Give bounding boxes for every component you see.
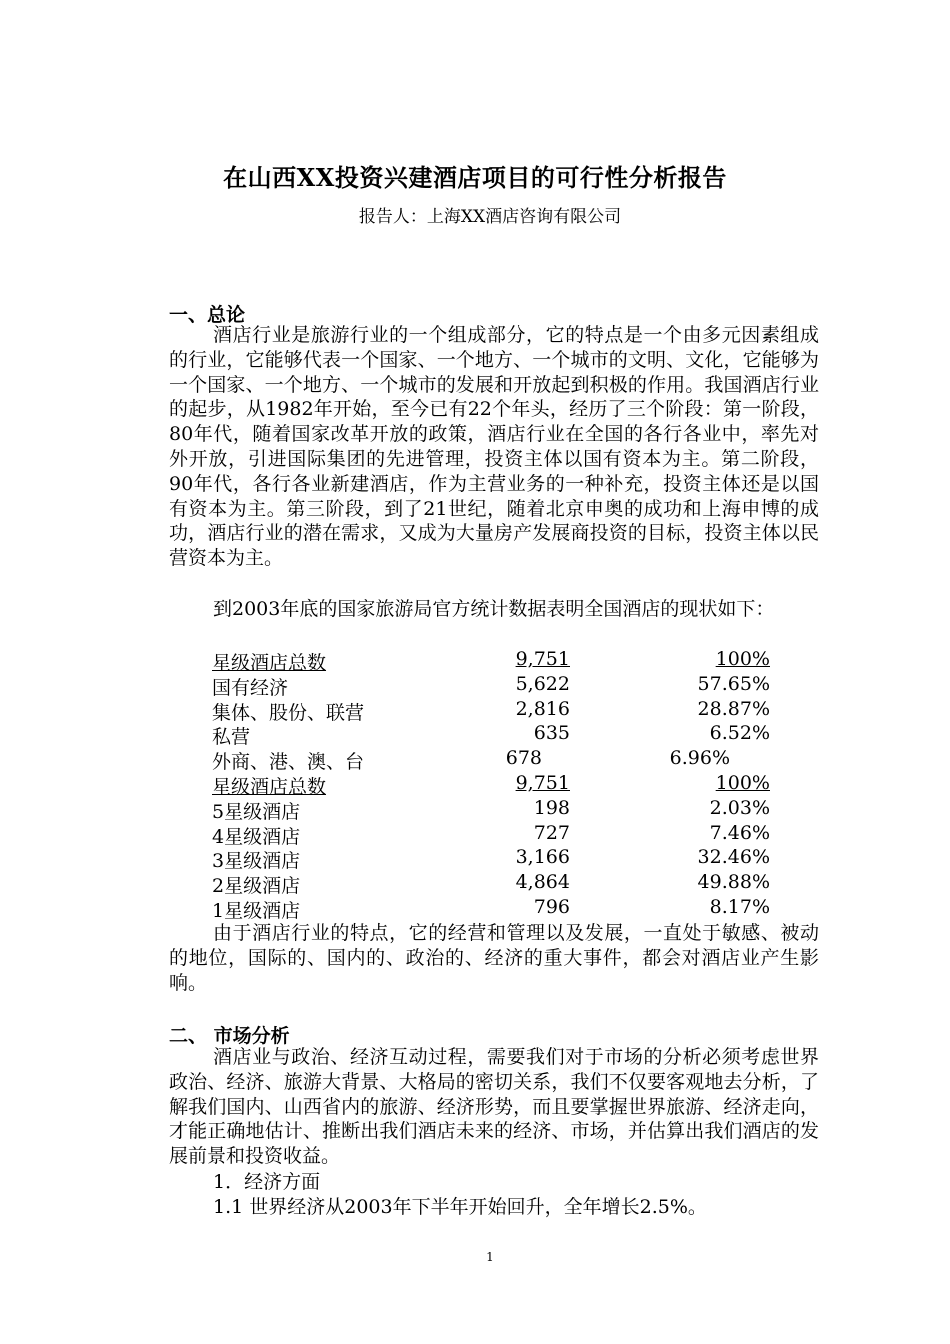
- section-heading-market-analysis: 二、 市场分析: [169, 1025, 290, 1047]
- subheading-economy: 1．经济方面: [213, 1171, 321, 1193]
- table-cell-count: 9,751: [515, 648, 570, 670]
- table-row: [212, 747, 792, 772]
- table-row: [212, 673, 792, 698]
- table-cell-label: 3星级酒店: [212, 850, 301, 873]
- statistics-intro-paragraph: 到2003年底的国家旅游局官方统计数据表明全国酒店的现状如下：: [213, 598, 775, 620]
- table-cell-count: 198: [533, 796, 570, 819]
- table-cell-percent: 49.88%: [697, 871, 770, 894]
- table-cell-label: 集体、股份、联营: [212, 701, 365, 724]
- table-cell-label: 1星级酒店: [212, 899, 301, 922]
- table-cell-count: 796: [533, 895, 570, 918]
- table-cell-label: 2星级酒店: [212, 875, 301, 898]
- table-cell-label: 4星级酒店: [212, 825, 301, 848]
- section-heading-overview: 一、总论: [169, 304, 246, 326]
- table-cell-count: 3,166: [515, 846, 570, 869]
- table-cell-count: 4,864: [515, 871, 570, 894]
- page-number: 1: [486, 1250, 494, 1264]
- table-row: [212, 772, 792, 797]
- table-cell-count: 9,751: [515, 771, 570, 794]
- table-cell-percent: 6.96%: [669, 747, 730, 770]
- table-row: [212, 871, 792, 896]
- table-cell-count: 2,816: [515, 697, 570, 720]
- table-cell-percent: 28.87%: [697, 697, 770, 720]
- table-row: [212, 822, 792, 847]
- hotel-statistics-table: [212, 648, 792, 921]
- page-title: 在山西XX投资兴建酒店项目的可行性分析报告: [223, 163, 727, 192]
- table-cell-label: 私营: [212, 726, 251, 749]
- table-cell-count: 727: [533, 821, 570, 844]
- table-cell-label: 5星级酒店: [212, 800, 301, 823]
- subheading-world-economy: 1.1 世界经济从2003年下半年开始回升，全年增长2.5%。: [213, 1196, 707, 1218]
- table-cell-percent: 32.46%: [697, 846, 770, 869]
- table-cell-percent: 6.52%: [709, 722, 770, 745]
- table-row: [212, 797, 792, 822]
- table-row: [212, 846, 792, 871]
- reporter-line: 报告人：上海XX酒店咨询有限公司: [358, 207, 622, 227]
- overview-paragraph: 酒店行业是旅游行业的一个组成部分，它的特点是一个由多元因素组成的行业，它能够代表一个国家、一个地方、一个城市的文明、文化，它能够为一个国家、一个地方、一个城市的发展和开放起到积极的作用。我国酒店行业的起步，从1982年开始，至今已有22个年头，经历了三个阶段：第一阶段，80年代，随着国家改革开放的政策，酒店行业在全国的各行各业中，率先对外开放，引进国际集团的先进管理，投资主体以国有资本为主。第二阶段，90年代，各行各业新建酒店，作为主营业务的一种补充，投资主体还是以国有资本为主。第三阶段，到了21世纪，随着北京申奥的成功和上海申博的成功，酒店行业的潜在需求，又成为大量房产发展商投资的目标，投资主体以民营资本为主。: [169, 324, 819, 570]
- table-cell-label: 国有经济: [212, 676, 289, 699]
- table-cell-percent: 100%: [715, 648, 770, 670]
- table-cell-label: 星级酒店总数: [212, 775, 327, 798]
- table-row: [212, 698, 792, 723]
- table-cell-percent: 100%: [715, 771, 770, 794]
- table-cell-percent: 2.03%: [709, 796, 770, 819]
- table-cell-count: 678: [505, 747, 542, 770]
- table-cell-percent: 8.17%: [709, 895, 770, 918]
- table-cell-label: 外商、港、澳、台: [212, 751, 365, 774]
- industry-sensitivity-paragraph: 由于酒店行业的特点，它的经营和管理以及发展，一直处于敏感、被动的地位，国际的、国内的、政治的、经济的重大事件，都会对酒店业产生影响。: [169, 922, 819, 994]
- table-cell-count: 5,622: [515, 672, 570, 695]
- table-row: [212, 896, 792, 921]
- table-cell-percent: 7.46%: [709, 821, 770, 844]
- table-cell-percent: 57.65%: [697, 672, 770, 695]
- table-cell-label: 星级酒店总数: [212, 652, 327, 674]
- market-analysis-paragraph: 酒店业与政治、经济互动过程，需要我们对于市场的分析必须考虑世界政治、经济、旅游大背景、大格局的密切关系，我们不仅要客观地去分析，了解我们国内、山西省内的旅游、经济形势，而且要掌握世界旅游、经济走向，才能正确地估计、推断出我们酒店未来的经济、市场，并估算出我们酒店的发展前景和投资收益。: [169, 1046, 819, 1168]
- table-row: [212, 722, 792, 747]
- table-row: [212, 648, 792, 673]
- table-cell-count: 635: [533, 722, 570, 745]
